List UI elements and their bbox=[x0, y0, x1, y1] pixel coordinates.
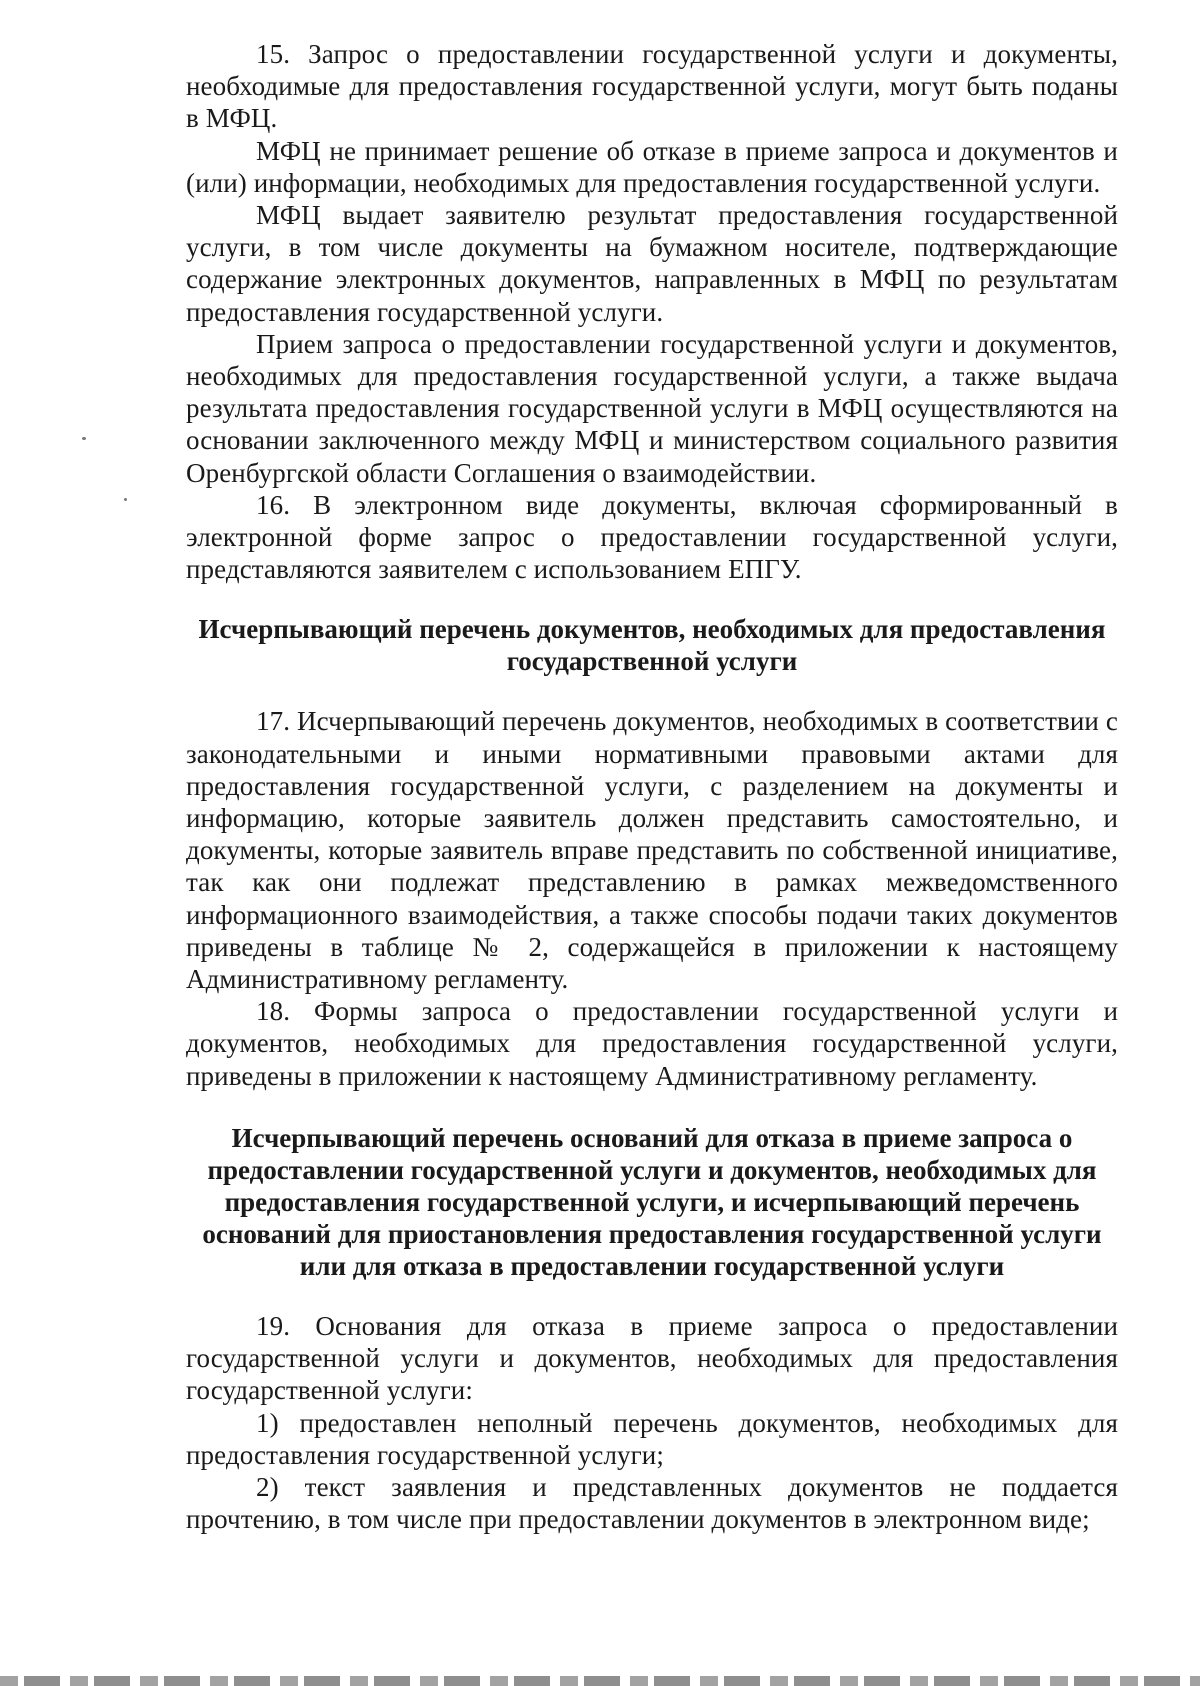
section-heading-documents-list: Исчерпывающий перечень документов, необходимых для предоставления государственной услуги bbox=[198, 614, 1106, 677]
paragraph-mfc-issues-result: МФЦ выдает заявителю результат предоставления государственной услуги, в том числе документы на бумажном носителе, подтверждающие содержание электронных документов, направленных в МФЦ по результатам предоставления государственной услуги. bbox=[186, 200, 1118, 327]
paragraph-17: 17. Исчерпывающий перечень документов, необходимых в соответствии с законодательными и иными нормативными правовыми актами для предоставления государственной услуги, с разделением на документы и информацию, которые заявитель должен представить самостоятельно, и документы, которые заявитель вправе представить по собственной инициативе, так как они подлежат представлению в рамках межведомственного информационного взаимодействия, а также способы подачи таких документов приведены в таблице № 2, содержащейся в приложении к настоящему Административному регламенту. bbox=[186, 706, 1118, 995]
document-page bbox=[186, 38, 1118, 1535]
paragraph-15: 15. Запрос о предоставлении государственной услуги и документы, необходимые для предоставления государственной услуги, могут быть поданы в МФЦ. bbox=[186, 39, 1118, 134]
paragraph-19-item-1: 1) предоставлен неполный перечень документов, необходимых для предоставления государственной услуги; bbox=[186, 1407, 1118, 1470]
scan-speck bbox=[124, 498, 127, 501]
paragraph-18: 18. Формы запроса о предоставлении государственной услуги и документов, необходимых для предоставления государственной услуги, приведены в приложении к настоящему Административному регламенту. bbox=[186, 996, 1118, 1091]
paragraph-19: 19. Основания для отказа в приеме запроса о предоставлении государственной услуги и документов, необходимых для предоставления государственной услуги: bbox=[186, 1310, 1118, 1406]
paragraph-mfc-agreement: Прием запроса о предоставлении государственной услуги и документов, необходимых для предоставления государственной услуги, а также выдача результата предоставления государственной услуги в МФЦ осуществляются на основании заключенного между МФЦ и министерством социального развития Оренбургской области Соглашения о взаимодействии. bbox=[186, 328, 1118, 488]
scan-speck bbox=[82, 437, 86, 440]
paragraph-16: 16. В электронном виде документы, включая сформированный в электронной форме запрос о предоставлении государственной услуги, представляются заявителем с использованием ЕПГУ. bbox=[186, 489, 1118, 585]
section-heading-refusal-grounds: Исчерпывающий перечень оснований для отказа в приеме запроса о предоставлении государственной услуги и документов, необходимых для предоставления государственной услуги, и исчерпывающий перечень оснований для приостановления предоставления государственной услуги или для отказа в предоставлении государственной услуги bbox=[202, 1122, 1102, 1281]
paragraph-mfc-no-refusal: МФЦ не принимает решение об отказе в приеме запроса и документов и (или) информации, необходимых для предоставления государственной услуги. bbox=[186, 135, 1118, 198]
paragraph-19-item-2: 2) текст заявления и представленных документов не поддается прочтению, в том числе при предоставлении документов в электронном виде; bbox=[186, 1471, 1118, 1535]
scan-edge-artifact bbox=[0, 1676, 1200, 1686]
